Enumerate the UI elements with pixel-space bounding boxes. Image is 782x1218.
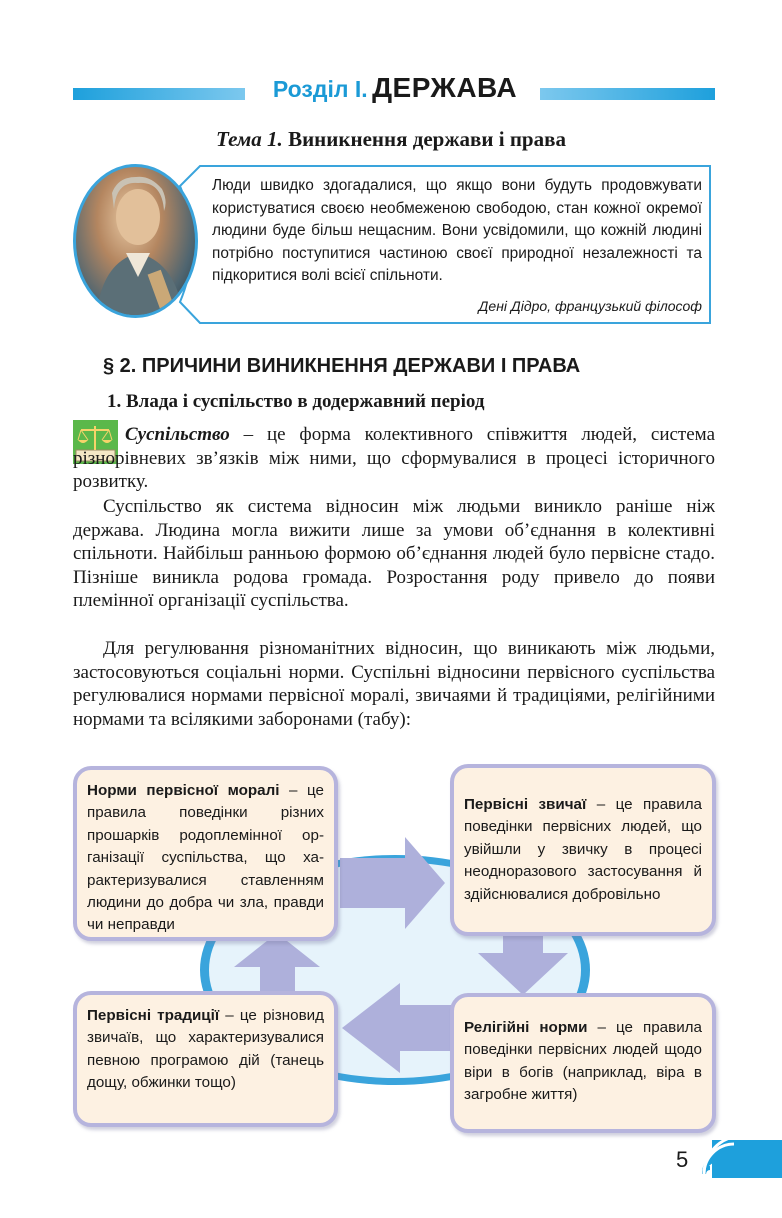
quote-text: Люди швидко здогадалися, що якщо вони будуть продовжувати користуватися своєю необмеженою свободою, стан кожної окремої людини буде більш нещасним. Вони усвідомили, що кожній людині потрібно поступитися частиною своєї природної незалежності та підкоритися волі всієї спільноти. — [212, 177, 702, 284]
topic-heading — [0, 127, 782, 152]
topic-title: Виникнення держави і права — [288, 127, 566, 151]
portrait-icon — [76, 167, 198, 318]
page-tab-signal-icon — [700, 1140, 782, 1178]
header-bar-left — [73, 88, 245, 100]
card-primitive-morality — [73, 766, 338, 941]
card-text: – це правила поведінки різних прошарків родоплемінної організації суспільства, що характеризувалися ставленням людини до добра чи зла, правди чи неправди — [87, 782, 324, 934]
portrait-image — [73, 164, 198, 318]
card-term: Первісні традиції — [87, 1007, 220, 1024]
paragraph-title: § 2. ПРИЧИНИ ВИНИКНЕННЯ ДЕРЖАВИ І ПРАВА — [103, 355, 581, 377]
topic-label: Тема 1. — [216, 127, 283, 151]
section-heading — [250, 72, 540, 104]
definition-term-spacer: Суспільство — [125, 424, 230, 445]
card-religious-norms — [450, 993, 716, 1133]
card-text: – це правила поведінки первісних людей, що увійшли у звичку в процесі неодноразового застосування й здійснювалися добровільно — [464, 796, 702, 903]
card-term: Норми первісної моралі — [87, 782, 280, 799]
subsection-title: 1. Влада і суспільство в додержавний період — [107, 391, 485, 412]
definition-body: – це форма колективного співжиття людей, система різнорівневих зв’язків між ними, що сформувалися в процесі історичного розвитку. — [73, 424, 715, 493]
section-title: ДЕРЖАВА — [372, 72, 518, 103]
card-text: – це правила поведінки первісних людей щодо віри в богів (наприклад, віра в загробне життя) — [464, 1019, 702, 1104]
header-bar-right — [540, 88, 715, 100]
body-paragraph-1: Суспільство як система відносин між людьми виникло раніше ніж держава. Людина могла вижити лише за умови об’єднання в колективні спільноти. Найбільш ранньою формою об’єднання людей було первісне стадо. Пізніше виникла родова громада. Розростання роду привело до появи племінної організації суспільства. — [73, 496, 715, 612]
card-term: Релігійні норми — [464, 1019, 588, 1036]
card-primitive-customs — [450, 764, 716, 936]
section-label: Розділ I. — [272, 76, 368, 102]
definition-block — [73, 423, 715, 494]
page-number: 5 — [676, 1147, 689, 1172]
card-term: Первісні звичаї — [464, 796, 587, 813]
quote-author: Дені Дідро, французький філософ — [478, 298, 702, 314]
card-primitive-traditions — [73, 991, 338, 1127]
card-text: – це різновид звичаїв, що характеризувалися певною програмою дій (танець дощу, обжинки тощо) — [87, 1007, 324, 1092]
body-paragraph-2: Для регулювання різноманітних відносин, що виникають між людьми, застосовуються соціальні норми. Суспільні відносини первісного суспільства регулювалися нормами первісної моралі, звичаями й традиціями, релігійними нормами та всілякими заборонами (табу): — [73, 638, 715, 730]
social-norms-diagram — [60, 755, 730, 1150]
